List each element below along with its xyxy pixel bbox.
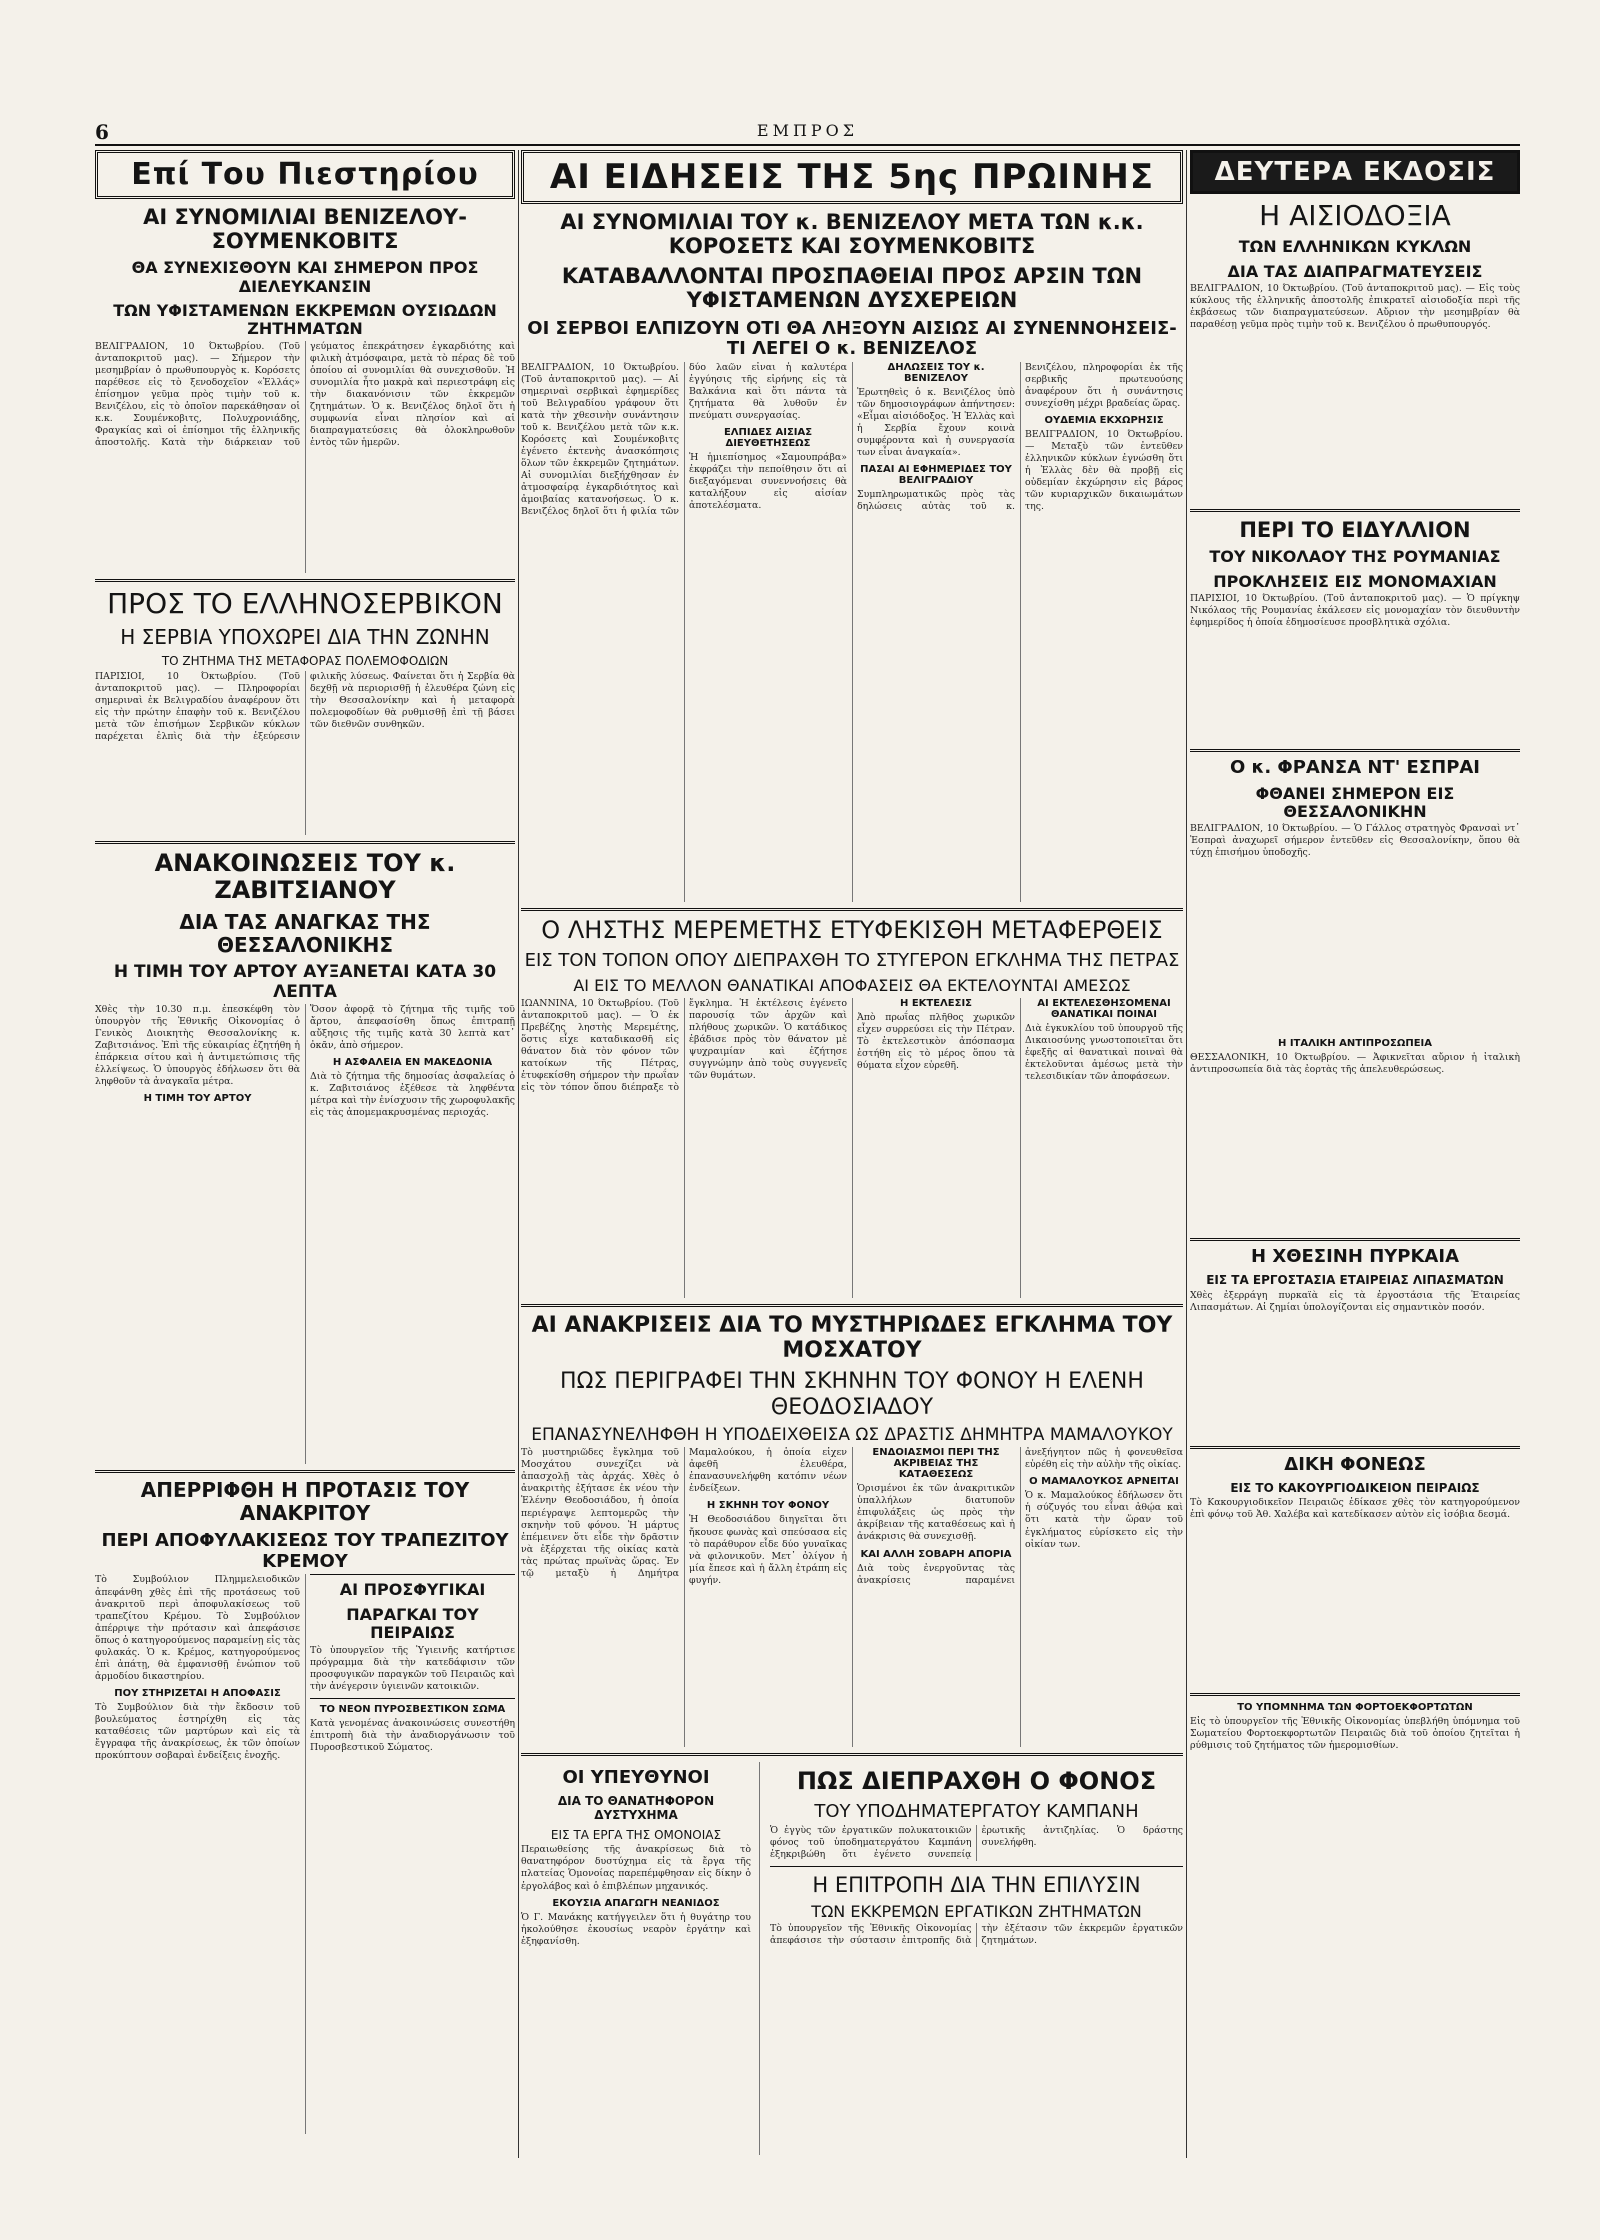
article-body: Ὁ κ. Μαμαλούκος ἐδήλωσεν ὅτι ἡ σύζυγός του εἶναι ἀθῴα καὶ ὅτι κατὰ τὴν ὥραν τοῦ ἐγκλήματος εὑρίσκετο εἰς τὴν οἰκίαν των. [1025, 1490, 1183, 1550]
article-body-columns [521, 998, 1183, 1298]
center-column [521, 150, 1183, 2155]
article-body: Ὁ Γ. Μανάκης κατήγγειλεν ὅτι ἡ θυγάτηρ του ἠκολούθησε ἑκουσίως νεαρὸν ἐργάτην καὶ ἐξηφανίσθη. [521, 1911, 751, 1947]
paper-name: ΕΜΠΡΟΣ [756, 121, 859, 140]
section-subhead: ΕΛΠΙΔΕΣ ΑΙΣΙΑΣ ΔΙΕΥΘΕΤΗΣΕΩΣ [723, 427, 813, 450]
column-divider [518, 150, 519, 2158]
section-subhead: Η ΙΤΑΛΙΚΗ ΑΝΤΙΠΡΟΣΩΠΕΙΑ [1277, 1038, 1433, 1050]
article-headline: ΠΩΣ ΔΙΕΠΡΑΧΘΗ Ο ΦΟΝΟΣ [796, 1767, 1157, 1796]
bottom-stories [521, 1762, 1183, 2155]
article-body: ΙΩΑΝΝΙΝΑ, 10 Όκτωβρίου. (Τοῦ ἀνταποκριτοῦ μας). — Ὁ ἐκ Πρεβέζης ληστὴς Μερεμέτης, ὅστις εἶχε καταδικασθῆ εἰς θάνατον διὰ τὸν φόνον τῶν κατοίκων τῆς Πέτρας, ἐτυφεκίσθη σήμερον τὴν πρωΐαν εἰς τὸν τόπον ὅπου διέπραξε τὸ ἔγκλημα. Ἡ ἐκτέλεσις ἐγένετο παρουσίᾳ τῶν ἀρχῶν καὶ πλήθους χωρικῶν. Ὁ κατάδικος ἐβάδισε πρὸς τὸν θάνατον μὲ ψυχραιμίαν καὶ ἐζήτησε συγγνώμην ἀπὸ τοὺς συγγενεῖς τῶν θυμάτων. [521, 997, 847, 1093]
article-subhead: ΠΡΟΚΛΗΣΕΙΣ ΕΙΣ ΜΟΝΟΜΑΧΙΑΝ [1213, 571, 1497, 591]
article-body: Περαιωθείσης τῆς ἀνακρίσεως διὰ τὸ θανατηφόρον δυστύχημα εἰς τὰ ἔργα τῆς πλατείας Ὁμονοίας παρεπέμφθησαν εἰς δίκην ὁ ἐργολάβος καὶ ὁ ἐπιβλέπων μηχανικός. [521, 1844, 751, 1892]
article-body: ΒΕΛΙΓΡΑΔΙΟΝ, 10 Όκτωβρίου. (Τοῦ ἀνταποκριτοῦ μας). — Σήμερον τὴν μεσημβρίαν ὁ πρωθυπουργὸς κ. Κορόσετς παρέθεσε εἰς τὸ ξενοδοχεῖον «Ἑλλάς» ἐπίσημον γεῦμα πρὸς τιμὴν τοῦ κ. Βενιζέλου, εἰς τὸ ὁποῖον παρεκάθησαν οἱ κ.κ. Σουμένκοβιτς, Πολυχρονιάδης, Φραγκίας καὶ οἱ ἐπίσημοι τῆς ἑλληνικῆς ἀποστολῆς. Κατὰ τὴν διάρκειαν τοῦ γεύματος ἐπεκράτησεν ἐγκαρδιότης καὶ φιλικὴ ἀτμόσφαιρα, μετὰ τὸ πέρας δὲ τοῦ ὁποίου αἱ συνομιλίαι θὰ συνεχισθοῦν. Ἡ συνομιλία ἦτο μακρὰ καὶ περιεστράφη εἰς τὴν διακανόνισιν τῶν ἐκκρεμῶν ζητημάτων. Ὁ κ. Βενιζέλος δηλοῖ ὅτι ἡ συμφωνία εἶναι πλησίον καὶ αἱ διαπραγματεύσεις θὰ ὁλοκληρωθοῦν ἐντὸς τῶν ἡμερῶν. [95, 340, 515, 449]
section-subhead: Η ΤΙΜΗ ΤΟΥ ΑΡΤΟΥ [143, 1093, 252, 1105]
article-subhead: ΤΟ ΖΗΤΗΜΑ ΤΗΣ ΜΕΤΑΦΟΡΑΣ ΠΟΛΕΜΟΦΟΔΙΩΝ [161, 654, 449, 669]
divider [1190, 1446, 1520, 1449]
article-headline: Η ΕΠΙΤΡΟΠΗ ΔΙΑ ΤΗΝ ΕΠΙΛΥΣΙΝ [812, 1872, 1141, 1897]
divider [95, 579, 515, 582]
article-body: ΘΕΣΣΑΛΟΝΙΚΗ, 10 Όκτωβρίου. — Ἀφικνεῖται αὔριον ἡ ἰταλικὴ ἀντιπροσωπεία διὰ τὰς ἐορτὰς τῆς ἀπελευθερώσεως. [1190, 1052, 1520, 1076]
article-subhead: ΠΩΣ ΠΕΡΙΓΡΑΦΕΙ ΤΗΝ ΣΚΗΝΗΝ ΤΟΥ ΦΟΝΟΥ Η ΕΛΕΝΗ ΘΕΟΔΟΣΙΑΔΟΥ [560, 1369, 1144, 1420]
story-block [770, 1762, 1183, 2155]
article-body: Ὁ ἐγγὺς τῶν ἐργατικῶν πολυκατοικιῶν φόνος τοῦ ὑποδηματεργάτου Καμπάνη ἐξηκριβώθη ὅτι ἐγένετο συνεπείᾳ ἐρωτικῆς ἀντιζηλίας. Ὁ δράστης συνελήφθη. [770, 1824, 1183, 1860]
article-headline: ΑΙ ΑΝΑΚΡΙΣΕΙΣ ΔΙΑ ΤΟ ΜΥΣΤΗΡΙΩΔΕΣ ΕΓΚΛΗΜΑ ΤΟΥ ΜΟΣΧΑΤΟΥ [531, 1312, 1173, 1363]
article-subhead: ΕΙΣ ΤΑ ΕΡΓΟΣΤΑΣΙΑ ΕΤΑΙΡΕΙΑΣ ΛΙΠΑΣΜΑΤΩΝ [1206, 1273, 1504, 1288]
section-subhead: ΑΙ ΕΚΤΕΛΕΣΘΗΣΟΜΕΝΑΙ ΘΑΝΑΤΙΚΑΙ ΠΟΙΝΑΙ [1037, 997, 1171, 1020]
article-body: ΒΕΛΙΓΡΑΔΙΟΝ, 10 Όκτωβρίου. (Τοῦ ἀνταποκριτοῦ μας). — Αἱ σημεριναὶ σερβικαὶ ἐφημερίδες τοῦ Βελιγραδίου γράφουν ὅτι κατὰ τὴν χθεσινὴν συνάντησιν τοῦ κ. Βενιζέλου μετὰ τῶν κ.κ. Κορόσετς καὶ Σουμένκοβιτς ἐγένετο ἐκτενὴς ἀνασκόπησις ὅλων τῶν ἐκκρεμῶν ζητημάτων. Αἱ συνομιλίαι διεξήχθησαν ἐν ἀτμοσφαίρᾳ ἐγκαρδιότητος καὶ ἀμοιβαίας κατανοήσεως. Ὁ κ. Βενιζέλος δηλοῖ ὅτι ἡ φιλία τῶν δύο λαῶν εἶναι ἡ καλυτέρα ἐγγύησις τῆς εἰρήνης εἰς τὰ Βαλκάνια καὶ ὅτι πάντα τὰ ζητήματα θὰ λυθοῦν ἐν πνεύματι συνεργασίας. [521, 361, 847, 518]
kicker-heading: Επί Του Πιεστηρίου [95, 150, 515, 199]
article-body: ΒΕΛΙΓΡΑΔΙΟΝ, 10 Όκτωβρίου. — Ὁ Γάλλος στρατηγὸς Φρανσαὶ ντ᾽ Ἐσπραὶ ἀναχωρεῖ σήμερον ἐντεῦθεν εἰς Θεσσαλονίκην, ὅπου θὰ τύχῃ ἐπισήμου ὑποδοχῆς. [1190, 823, 1520, 859]
masthead [95, 118, 1520, 146]
article-subhead: ΕΙΣ ΤΟ ΚΑΚΟΥΡΓΙΟΔΙΚΕΙΟΝ ΠΕΙΡΑΙΩΣ [1230, 1480, 1480, 1495]
section-subhead: Η ΑΣΦΑΛΕΙΑ ΕΝ ΜΑΚΕΔΟΝΙΑ [332, 1057, 493, 1069]
article-subhead: ΤΩΝ ΕΚΚΡΕΜΩΝ ΕΡΓΑΤΙΚΩΝ ΖΗΤΗΜΑΤΩΝ [811, 1901, 1142, 1921]
article-subhead: ΕΠΑΝΑΣΥΝΕΛΗΦΘΗ Η ΥΠΟΔΕΙΧΘΕΙΣΑ ΩΣ ΔΡΑΣΤΙΣ ΔΗΜΗΤΡΑ ΜΑΜΑΛΟΥΚΟΥ [531, 1424, 1173, 1445]
article-headline: Η ΧΘΕΣΙΝΗ ΠΥΡΚΑΙΑ [1251, 1246, 1459, 1268]
article-subhead: ΔΙΑ ΤΑΣ ΔΙΑΠΡΑΓΜΑΤΕΥΣΕΙΣ [1227, 261, 1483, 281]
section-subhead: ΠΟΥ ΣΤΗΡΙΖΕΤΑΙ Η ΑΠΟΦΑΣΙΣ [114, 1687, 281, 1699]
article-body: ΒΕΛΙΓΡΑΔΙΟΝ, 10 Όκτωβρίου. (Τοῦ ἀνταποκριτοῦ μας). — Εἰς τοὺς κύκλους τῆς ἑλληνικῆς ἀποστολῆς ἐπικρατεῖ αἰσιοδοξία περὶ τῆς ἐκβάσεως τῶν διαπραγματεύσεων. Αὔριον τὴν μεσημβρίαν θὰ παραθέσῃ γεῦμα πρὸς τιμὴν τοῦ κ. Βενιζέλου ὁ πρωθυπουργός. [1190, 282, 1520, 331]
article-subhead: ΠΑΡΑΓΚΑΙ ΤΟΥ ΠΕΙΡΑΙΩΣ [346, 1604, 479, 1643]
article-body: Τὸ Συμβούλιον διὰ τὴν ἔκδοσιν τοῦ βουλεύματος ἐστηρίχθη εἰς τὰς καταθέσεις τῶν μαρτύρων καὶ εἰς τὰ ἔγγραφα τῆς ἀνακρίσεως, ἐκ τῶν ὁποίων προκύπτουν σοβαραὶ ἐνδείξεις ἐνοχῆς. [95, 1701, 300, 1761]
left-column [95, 150, 515, 2155]
story-block [521, 1762, 760, 2155]
article-subhead: ΚΑΤΑΒΑΛΛΟΝΤΑΙ ΠΡΟΣΠΑΘΕΙΑΙ ΠΡΟΣ ΑΡΣΙΝ ΤΩΝ ΥΦΙΣΤΑΜΕΝΩΝ ΔΥΣΧΕΡΕΙΩΝ [561, 264, 1143, 313]
divider [95, 1470, 515, 1473]
article-subhead: ΠΕΡΙ ΑΠΟΦΥΛΑΚΙΣΕΩΣ ΤΟΥ ΤΡΑΠΕΖΙΤΟΥ ΚΡΕΜΟΥ [101, 1530, 509, 1572]
article-body: Ὁρισμένοι ἐκ τῶν ἀνακριτικῶν ὑπαλλήλων διατυποῦν ἐπιφυλάξεις ὡς πρὸς τὴν ἀκρίβειαν τῆς καταθέσεως καὶ ἡ ἀνάκρισις θὰ συνεχισθῇ. [857, 1483, 1015, 1543]
article-headline: ΑΙ ΣΥΝΟΜΙΛΙΑΙ ΤΟΥ κ. ΒΕΝΙΖΕΛΟΥ ΜΕΤΑ ΤΩΝ κ.κ. ΚΟΡΟΣΕΤΣ ΚΑΙ ΣΟΥΜΕΝΚΟΒΙΤΣ [560, 210, 1144, 259]
section-subhead: ΤΟ ΥΠΟΜΝΗΜΑ ΤΩΝ ΦΟΡΤΟΕΚΦΟΡΤΩΤΩΝ [1237, 1702, 1473, 1714]
divider [521, 908, 1183, 911]
divider [770, 1866, 1183, 1867]
divider [310, 1574, 515, 1575]
divider [1190, 1693, 1520, 1696]
article-body: Συμπληρωματικῶς πρὸς τὰς δηλώσεις αὐτὰς τοῦ κ. Βενιζέλου, πληροφορίαι ἐκ τῆς σερβικῆς πρωτευούσης ἀναφέρουν ὅτι ἡ συνάντησις συνεχίσθη μέχρι βραδείας ὥρας. [857, 361, 1183, 513]
article-body: Διὰ ἐγκυκλίου τοῦ ὑπουργοῦ τῆς Δικαιοσύνης γνωστοποιεῖται ὅτι ἐφεξῆς αἱ θανατικαὶ ποιναὶ θὰ ἐκτελοῦνται ἀμέσως μετὰ τὴν τελεσιδικίαν τῶν ἀποφάσεων. [1025, 1022, 1183, 1082]
article-body: Χθὲς ἐξερράγη πυρκαϊὰ εἰς τὰ ἐργοστάσια τῆς Ἑταιρείας Λιπασμάτων. Αἱ ζημίαι ὑπολογίζονται εἰς σημαντικὸν ποσόν. [1190, 1289, 1520, 1313]
article-headline: Ο ΛΗΣΤΗΣ ΜΕΡΕΜΕΤΗΣ ΕΤΥΦΕΚΙΣΘΗ ΜΕΤΑΦΕΡΘΕΙΣ [541, 915, 1163, 944]
article-body: Τὸ μυστηριῶδες ἔγκλημα τοῦ Μοσχάτου συνεχίζει νὰ ἀπασχολῇ τὰς ἀρχάς. Χθὲς ὁ ἀνακριτὴς ἐξήτασε ἐκ νέου τὴν Ἑλένην Θεοδοσιάδου, ἡ ὁποία περιέγραψε λεπτομερῶς τὴν σκηνὴν τοῦ φόνου. Ἡ μάρτυς ἐπέμεινεν ὅτι εἶδε τὴν δρᾶστιν νὰ ἐξέρχεται τῆς οἰκίας κατὰ τὰς πρώτας πρωϊνὰς ὥρας. Ἐν τῷ μεταξὺ ἡ Δημήτρα Μαμαλούκου, ἡ ὁποία εἶχεν ἀφεθῆ ἐλευθέρα, ἐπανασυνελήφθη κατόπιν νέων ἐνδείξεων. [521, 1447, 847, 1579]
article-body: Ἡ Θεοδοσιάδου διηγεῖται ὅτι ἤκουσε φωνὰς καὶ σπεύσασα εἰς τὸ παράθυρον εἶδε δύο γυναῖκας νὰ φιλονικοῦν. Μετ᾽ ὀλίγον ἡ μία ἔπεσε καὶ ἡ ἄλλη ἐτράπη εἰς φυγήν. [689, 1514, 847, 1586]
article-subhead: ΕΙΣ ΤΑ ΕΡΓΑ ΤΗΣ ΟΜΟΝΟΙΑΣ [550, 1827, 722, 1842]
divider [521, 1304, 1183, 1307]
article-body: Εἰς τὸ ὑπουργεῖον τῆς Ἐθνικῆς Οἰκονομίας ὑπεβλήθη ὑπόμνημα τοῦ Σωματείου Φορτοεκφορτωτῶν Πειραιῶς διὰ τοῦ ὁποίου ζητεῖται ἡ ρύθμισις τοῦ ζητήματος τῶν ἡμερομισθίων. [1190, 1716, 1520, 1752]
divider [521, 1753, 1183, 1756]
right-column [1190, 150, 1520, 2155]
article-headline: ΟΙ ΥΠΕΥΘΥΝΟΙ [562, 1767, 710, 1789]
article-headline: ΑΙ ΣΥΝΟΜΙΛΙΑΙ ΒΕΝΙΖΕΛΟΥ-ΣΟΥΜΕΝΚΟΒΙΤΣ [143, 205, 467, 254]
second-edition-banner: ΔΕΥΤΕΡΑ ΕΚΔΟΣΙΣ [1190, 150, 1520, 194]
article-body: ΠΑΡΙΣΙΟΙ, 10 Όκτωβρίου. (Τοῦ ἀνταποκριτοῦ μας). — Ὁ πρίγκηψ Νικόλαος τῆς Ρουμανίας ἐκάλεσεν εἰς μονομαχίαν τὸν διευθυντὴν ἐφημερίδος ἡ ὁποία ἐδημοσίευσε προσβλητικὰ σχόλια. [1190, 592, 1520, 628]
divider [1190, 1238, 1520, 1241]
article-headline: ΑΠΕΡΡΙΦΘΗ Η ΠΡΟΤΑΣΙΣ ΤΟΥ ΑΝΑΚΡΙΤΟΥ [140, 1478, 470, 1526]
article-body: Κατὰ γενομένας ἀνακοινώσεις συνεστήθη ἐπιτροπὴ διὰ τὴν ἀναδιοργάνωσιν τοῦ Πυροσβεστικοῦ Σώματος. [310, 1717, 515, 1753]
article-body: Χθὲς τὴν 10.30 π.μ. ἐπεσκέφθη τὸν ὑπουργὸν τῆς Ἐθνικῆς Οἰκονομίας ὁ Γενικὸς Διοικητὴς Θεσσαλονίκης κ. Ζαβιτσιάνος. Ἐπὶ τῆς εὐκαιρίας ἐζητήθη ἡ ἐπάρκεια σίτου καὶ ἡ ἀντιμετώπισις τῆς ἐλλείψεως. Ὁ ὑπουργὸς ἐδήλωσεν ὅτι θὰ ληφθοῦν τὰ ἀναγκαῖα μέτρα. [95, 1004, 300, 1088]
article-subhead: ΔΙΑ ΤΑΣ ΑΝΑΓΚΑΣ ΤΗΣ ΘΕΣΣΑΛΟΝΙΚΗΣ [179, 910, 431, 958]
banner-heading: ΑΙ ΕΙΔΗΣΕΙΣ ΤΗΣ 5ης ΠΡΩΙΝΗΣ [521, 150, 1183, 204]
article-subhead: Η ΤΙΜΗ ΤΟΥ ΑΡΤΟΥ ΑΥΞΑΝΕΤΑΙ ΚΑΤΑ 30 ΛΕΠΤΑ [113, 962, 497, 1002]
article-headline: ΔΙΚΗ ΦΟΝΕΩΣ [1284, 1453, 1426, 1475]
article-body: ΠΑΡΙΣΙΟΙ, 10 Όκτωβρίου. (Τοῦ ἀνταποκριτοῦ μας). — Πληροφορίαι σημεριναὶ ἐκ Βελιγραδίου ἀναφέρουν ὅτι εἰς τὴν πρώτην ἐπαφὴν τοῦ κ. Βενιζέλου μετὰ τῶν ἐπισήμων Σερβικῶν κύκλων παρέχεται ἐλπὶς διὰ τὴν ἐξεύρεσιν φιλικῆς λύσεως. Φαίνεται ὅτι ἡ Σερβία θὰ δεχθῇ νὰ περιορισθῇ ἡ ἐλευθέρα ζώνη εἰς τὴν Θεσσαλονίκην καὶ ἡ μεταφορὰ πολεμοφοδίων θὰ ρυθμισθῇ ἐπὶ τῇ βάσει τῶν διεθνῶν συνθηκῶν. [95, 670, 515, 742]
article-headline: ΑΙ ΠΡΟΣΦΥΓΙΚΑΙ [339, 1580, 486, 1600]
article-body: Τὸ ὑπουργεῖον τῆς Ὑγιεινῆς κατήρτισε πρόγραμμα διὰ τὴν κατεδάφισιν τῶν προσφυγικῶν παραγκῶν τοῦ Πειραιῶς καὶ τὴν ἀνέγερσιν ὑγιεινῶν κατοικιῶν. [310, 1644, 515, 1692]
article-headline: ΠΡΟΣ ΤΟ ΕΛΛΗΝΟΣΕΡΒΙΚΟΝ [107, 586, 503, 620]
article-subhead: ΘΑ ΣΥΝΕΧΙΣΘΟΥΝ ΚΑΙ ΣΗΜΕΡΟΝ ΠΡΟΣ ΔΙΕΛΕΥΚΑΝΣΙΝ [131, 258, 479, 296]
divider [310, 1698, 515, 1699]
article-body: Διὰ τὸ ζήτημα τῆς δημοσίας ἀσφαλείας ὁ κ. Ζαβιτσιάνος ἐξέθεσε τὰ ληφθέντα μέτρα καὶ τὴν ἐνίσχυσιν τῆς χωροφυλακῆς εἰς τὰς ἀπομεμακρυσμένας περιοχάς. [310, 1071, 515, 1119]
article-body-columns [95, 1574, 515, 2134]
article-subhead: Η ΣΕΡΒΙΑ ΥΠΟΧΩΡΕΙ ΔΙΑ ΤΗΝ ΖΩΝΗΝ [120, 625, 490, 650]
divider [1190, 509, 1520, 512]
article-headline: Η ΑΙΣΙΟΔΟΞΙΑ [1259, 199, 1451, 232]
section-subhead: Η ΕΚΤΕΛΕΣΙΣ [899, 997, 973, 1009]
section-subhead: ΤΟ ΝΕΟΝ ΠΥΡΟΣΒΕΣΤΙΚΟΝ ΣΩΜΑ [319, 1703, 506, 1715]
section-subhead: ΠΑΣΑΙ ΑΙ ΕΦΗΜΕΡΙΔΕΣ ΤΟΥ ΒΕΛΙΓΡΑΔΙΟΥ [860, 464, 1012, 487]
article-body: Ἀπὸ πρωΐας πλῆθος χωρικῶν εἶχεν συρρεύσει εἰς τὴν Πέτραν. Τὸ ἐκτελεστικὸν ἀπόσπασμα ἐστήθη εἰς τὸ μέρος ὅπου τὰ θύματα εἶχον εὑρεθῆ. [857, 1011, 1015, 1071]
article-body: Ἡ ἡμιεπίσημος «Σαμουπράβα» ἐκφράζει τὴν πεποίθησιν ὅτι αἱ διεξαγόμεναι συνεννοήσεις θὰ καταλήξουν εἰς αἰσίαν ἀποτελέσματα. [689, 452, 847, 512]
article-body: Τὸ Κακουργιοδικεῖον Πειραιῶς ἐδίκασε χθὲς τὸν κατηγορούμενον ἐπὶ φόνῳ τοῦ Ἀθ. Χαλέβα καὶ κατεδίκασεν αὐτὸν εἰς ἰσόβια δεσμά. [1190, 1497, 1520, 1521]
article-body: Διὰ τοὺς ἐνεργοῦντας τὰς ἀνακρίσεις παραμένει ἀνεξήγητον πῶς ἡ φονευθεῖσα εὑρέθη εἰς τὴν αὐλὴν τῆς οἰκίας. [857, 1447, 1183, 1586]
divider [1190, 749, 1520, 752]
article-headline: ΠΕΡΙ ΤΟ ΕΙΔΥΛΛΙΟΝ [1239, 517, 1471, 542]
page-number: 6 [95, 120, 109, 144]
article-body-columns [521, 1447, 1183, 1747]
article-subhead: ΑΙ ΕΙΣ ΤΟ ΜΕΛΛΟΝ ΘΑΝΑΤΙΚΑΙ ΑΠΟΦΑΣΕΙΣ ΘΑ ΕΚΤΕΛΟΥΝΤΑΙ ΑΜΕΣΩΣ [573, 976, 1131, 996]
article-body: Ἐρωτηθεὶς ὁ κ. Βενιζέλος ὑπὸ τῶν δημοσιογράφων ἀπήντησεν: «Εἶμαι αἰσιόδοξος. Ἡ Ἑλλὰς καὶ ἡ Σερβία ἔχουν κοινὰ συμφέροντα καὶ ἡ συνεργασία των εἶναι ἀναγκαία». [857, 386, 1015, 459]
article-subhead: ΔΙΑ ΤΟ ΘΑΝΑΤΗΦΟΡΟΝ ΔΥΣΤΥΧΗΜΑ [557, 1794, 715, 1822]
article-body-columns [95, 1004, 515, 1464]
article-subhead: ΤΟΥ ΝΙΚΟΛΑΟΥ ΤΗΣ ΡΟΥΜΑΝΙΑΣ [1209, 547, 1501, 567]
article-body: Τὸ ὑπουργεῖον τῆς Ἐθνικῆς Οἰκονομίας ἀπεφάσισε τὴν σύστασιν ἐπιτροπῆς διὰ τὴν ἐξέτασιν τῶν ἐκκρεμῶν ἐργατικῶν ζητημάτων. [770, 1923, 1183, 1947]
section-subhead: ΟΥΔΕΜΙΑ ΕΚΧΩΡΗΣΙΣ [1044, 415, 1164, 427]
section-subhead: Η ΣΚΗΝΗ ΤΟΥ ΦΟΝΟΥ [706, 1500, 830, 1512]
article-body: ΒΕΛΙΓΡΑΔΙΟΝ, 10 Όκτωβρίου. — Μεταξὺ τῶν ἐντεῦθεν ἑλληνικῶν κύκλων ἐγνώσθη ὅτι ἡ Ἑλλὰς δὲν θὰ προβῇ εἰς οὐδεμίαν ἐκχώρησιν εἰς βάρος τῶν κυριαρχικῶν δικαιωμάτων της. [1025, 429, 1183, 513]
article-body-columns [521, 362, 1183, 902]
section-subhead: ΕΚΟΥΣΙΑ ΑΠΑΓΩΓΗ ΝΕΑΝΙΔΟΣ [552, 1897, 720, 1909]
article-headline: ΑΝΑΚΟΙΝΩΣΕΙΣ ΤΟΥ κ. ΖΑΒΙΤΣΙΑΝΟΥ [154, 848, 456, 905]
divider [95, 841, 515, 844]
newspaper-page [95, 118, 1520, 2158]
section-subhead: ΔΗΛΩΣΕΙΣ ΤΟΥ κ. ΒΕΝΙΖΕΛΟΥ [887, 361, 985, 384]
article-subhead: ΤΩΝ ΕΛΛΗΝΙΚΩΝ ΚΥΚΛΩΝ [1238, 237, 1472, 257]
section-subhead: ΕΝΔΟΙΑΣΜΟΙ ΠΕΡΙ ΤΗΣ ΑΚΡΙΒΕΙΑΣ ΤΗΣ ΚΑΤΑΘΕΣΕΩΣ [872, 1447, 1000, 1481]
article-subhead: ΦΘΑΝΕΙ ΣΗΜΕΡΟΝ ΕΙΣ ΘΕΣΣΑΛΟΝΙΚΗΝ [1255, 783, 1455, 821]
article-body: Ὅσον ἀφορᾷ τὸ ζήτημα τῆς τιμῆς τοῦ ἄρτου, ἀπεφασίσθη ὅπως ἐπιτραπῇ αὔξησις τῆς τιμῆς κατὰ 30 λεπτὰ κατ᾽ ὀκᾶν, ἀπὸ σήμερον. [310, 1004, 515, 1052]
section-subhead: ΚΑΙ ΑΛΛΗ ΣΟΒΑΡΗ ΑΠΟΡΙΑ [860, 1548, 1012, 1560]
article-headline: Ο κ. ΦΡΑΝΣΑ ΝΤ' ΕΣΠΡΑΙ [1229, 756, 1481, 778]
article-subhead: ΤΩΝ ΥΦΙΣΤΑΜΕΝΩΝ ΕΚΚΡΕΜΩΝ ΟΥΣΙΩΔΩΝ ΖΗΤΗΜΑΤΩΝ [113, 301, 497, 339]
section-subhead: Ο ΜΑΜΑΛΟΥΚΟΣ ΑΡΝΕΙΤΑΙ [1029, 1476, 1179, 1488]
column-divider [1186, 150, 1187, 2158]
article-subhead: ΕΙΣ ΤΟΝ ΤΟΠΟΝ ΟΠΟΥ ΔΙΕΠΡΑΧΘΗ ΤΟ ΣΤΥΓΕΡΟΝ ΕΓΚΛΗΜΑ ΤΗΣ ΠΕΤΡΑΣ [524, 949, 1180, 971]
article-subhead: ΟΙ ΣΕΡΒΟΙ ΕΛΠΙΖΟΥΝ ΟΤΙ ΘΑ ΛΗΞΟΥΝ ΑΙΣΙΩΣ ΑΙ ΣΥΝΕΝΝΟΗΣΕΙΣ-ΤΙ ΛΕΓΕΙ Ο κ. ΒΕΝΙΖΕΛΟΣ [527, 317, 1177, 360]
article-subhead: ΤΟΥ ΥΠΟΔΗΜΑΤΕΡΓΑΤΟΥ ΚΑΜΠΑΝΗ [814, 1800, 1139, 1822]
article-body: Τὸ Συμβούλιον Πλημμελειοδικῶν ἀπεφάνθη χθὲς ἐπὶ τῆς προτάσεως τοῦ ἀνακριτοῦ περὶ ἀποφυλακίσεως τοῦ τραπεζίτου Κρέμου. Τὸ Συμβούλιον ἀπέρριψε τὴν πρότασιν καὶ ἀπεφάσισε ὅπως ὁ κατηγορούμενος παραμείνῃ εἰς τὰς φυλακάς. Ὁ κ. Κρέμος, κατηγορούμενος ἐπὶ ἀπάτῃ, θὰ ἐμφανισθῇ ἐνώπιον τοῦ ἀρμοδίου δικαστηρίου. [95, 1574, 300, 1682]
